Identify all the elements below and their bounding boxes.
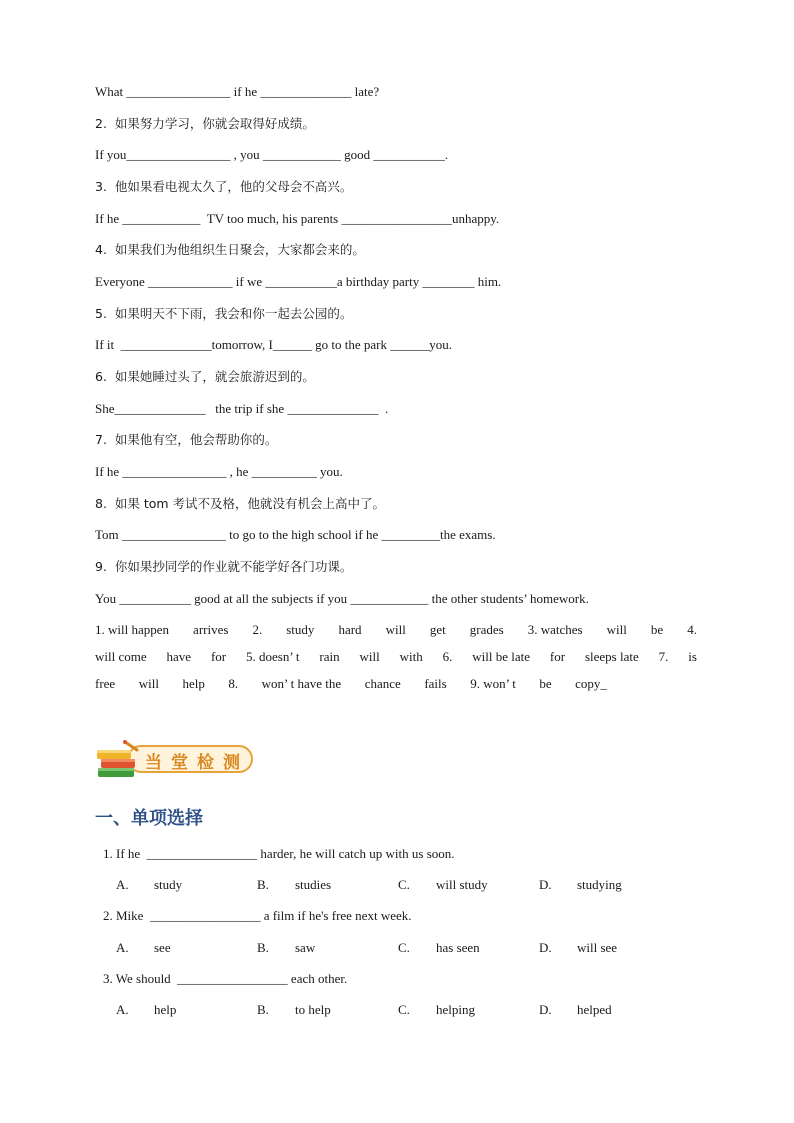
option-c[interactable] bbox=[398, 1001, 475, 1019]
answer-token: will bbox=[606, 622, 627, 637]
exercise-line: Everyone _____________ if we ___________a birthday party ________ him. bbox=[95, 274, 502, 289]
answer-token: will come bbox=[95, 649, 147, 664]
option-letter: A. bbox=[116, 940, 129, 955]
exercise-line: If it ______________tomorrow, I______ go to the park ______you. bbox=[95, 337, 452, 352]
option-d[interactable] bbox=[539, 939, 617, 957]
option-text: saw bbox=[295, 940, 316, 955]
option-text: to help bbox=[295, 1002, 331, 1017]
answer-token: 6. bbox=[442, 649, 453, 664]
question-stem: 3. We should _________________ each other. bbox=[103, 971, 348, 986]
option-letter: D. bbox=[539, 877, 552, 892]
answer-token: won’ t have the bbox=[261, 676, 342, 691]
answer-token: 5. doesn’ t bbox=[245, 649, 300, 664]
answer-token: 3. watches bbox=[527, 622, 583, 637]
exercise-line: 8. 如果 tom 考试不及格，他就没有机会上高中了。 bbox=[95, 496, 386, 511]
option-text: help bbox=[154, 1002, 177, 1017]
question-stem: 2. Mike _________________ a film if he's free next week. bbox=[103, 908, 412, 923]
exercise-line: What ________________ if he ______________ late? bbox=[95, 84, 380, 99]
answer-token: get bbox=[429, 622, 446, 637]
answer-token: with bbox=[399, 649, 423, 664]
option-letter: A. bbox=[116, 1002, 129, 1017]
answer-token: for bbox=[210, 649, 227, 664]
answer-token: study bbox=[286, 622, 315, 637]
exercise-line: 6. 如果她睡过头了，就会旅游迟到的。 bbox=[95, 369, 315, 384]
answer-token: have bbox=[166, 649, 192, 664]
exercise-line: Tom ________________ to go to the high school if he _________the exams. bbox=[95, 527, 496, 542]
books-icon bbox=[95, 738, 143, 782]
answer-token: be bbox=[539, 676, 552, 691]
option-c[interactable] bbox=[398, 876, 488, 894]
exercise-line: If he ____________ TV too much, his parents _________________unhappy. bbox=[95, 211, 500, 226]
question-stem: 1. If he _________________ harder, he will catch up with us soon. bbox=[103, 846, 455, 861]
option-text: will study bbox=[436, 877, 488, 892]
exercise-line: 2. 如果努力学习，你就会取得好成绩。 bbox=[95, 116, 315, 131]
answer-token: 9. won’ t bbox=[470, 676, 516, 691]
option-b[interactable] bbox=[257, 876, 331, 894]
option-letter: B. bbox=[257, 1002, 269, 1017]
option-text: will see bbox=[577, 940, 618, 955]
answer-token: 4. bbox=[687, 622, 697, 637]
answer-token: chance bbox=[364, 676, 401, 691]
option-b[interactable] bbox=[257, 939, 315, 957]
option-a[interactable] bbox=[116, 1001, 176, 1019]
answer-token: for bbox=[549, 649, 566, 664]
answer-row bbox=[95, 621, 697, 639]
option-letter: D. bbox=[539, 940, 552, 955]
answer-token: hard bbox=[338, 622, 362, 637]
option-a[interactable] bbox=[116, 939, 171, 957]
answer-token: will bbox=[359, 649, 380, 664]
section-title: 一、单项选择 bbox=[95, 808, 203, 829]
answer-token: 7. bbox=[658, 649, 669, 664]
answer-token: grades bbox=[469, 622, 504, 637]
answer-token: fails bbox=[424, 676, 447, 691]
answer-token: will be late bbox=[472, 649, 531, 664]
option-letter: A. bbox=[116, 877, 129, 892]
answer-row bbox=[95, 648, 697, 666]
option-text: helping bbox=[436, 1002, 475, 1017]
option-text: see bbox=[154, 940, 171, 955]
option-letter: B. bbox=[257, 877, 269, 892]
exercise-line: 3. 他如果看电视太久了，他的父母会不高兴。 bbox=[95, 179, 353, 194]
option-text: studying bbox=[577, 877, 622, 892]
exercise-line: 4. 如果我们为他组织生日聚会，大家都会来的。 bbox=[95, 242, 365, 257]
option-letter: C. bbox=[398, 1002, 410, 1017]
answer-token: be bbox=[650, 622, 664, 637]
option-text: has seen bbox=[436, 940, 480, 955]
exercise-line: You ___________ good at all the subjects if you ____________ the other students’ homework. bbox=[95, 591, 589, 606]
answer-token: help bbox=[182, 676, 205, 691]
exercise-line: She______________ the trip if she ______________ . bbox=[95, 401, 389, 416]
answer-token: sleeps late bbox=[584, 649, 639, 664]
option-letter: C. bbox=[398, 940, 410, 955]
answer-token: is bbox=[688, 649, 697, 664]
banner-label: 当堂检测 bbox=[145, 753, 249, 773]
option-text: study bbox=[154, 877, 183, 892]
option-letter: C. bbox=[398, 877, 410, 892]
exercise-line: 9. 你如果抄同学的作业就不能学好各门功课。 bbox=[95, 559, 353, 574]
option-c[interactable] bbox=[398, 939, 480, 957]
exercise-line: 5. 如果明天不下雨，我会和你一起去公园的。 bbox=[95, 306, 353, 321]
answer-token: rain bbox=[319, 649, 340, 664]
answer-token: 8. bbox=[228, 676, 239, 691]
section-banner bbox=[95, 738, 260, 782]
answer-token: free bbox=[95, 676, 116, 691]
exercise-line: 7. 如果他有空，他会帮助你的。 bbox=[95, 432, 278, 447]
option-letter: B. bbox=[257, 940, 269, 955]
option-text: studies bbox=[295, 877, 332, 892]
option-d[interactable] bbox=[539, 876, 622, 894]
answer-token: copy_ bbox=[575, 676, 607, 691]
option-d[interactable] bbox=[539, 1001, 612, 1019]
answer-row bbox=[95, 675, 607, 693]
option-b[interactable] bbox=[257, 1001, 331, 1019]
answer-token: 2. bbox=[252, 622, 263, 637]
option-a[interactable] bbox=[116, 876, 182, 894]
answer-token: arrives bbox=[193, 622, 229, 637]
answer-token: 1. will happen bbox=[95, 622, 170, 637]
option-text: helped bbox=[577, 1002, 612, 1017]
option-letter: D. bbox=[539, 1002, 552, 1017]
answer-token: will bbox=[385, 622, 406, 637]
answer-token: will bbox=[138, 676, 159, 691]
exercise-line: If you________________ , you ____________ good ___________. bbox=[95, 147, 449, 162]
exercise-line: If he ________________ , he __________ you. bbox=[95, 464, 343, 479]
